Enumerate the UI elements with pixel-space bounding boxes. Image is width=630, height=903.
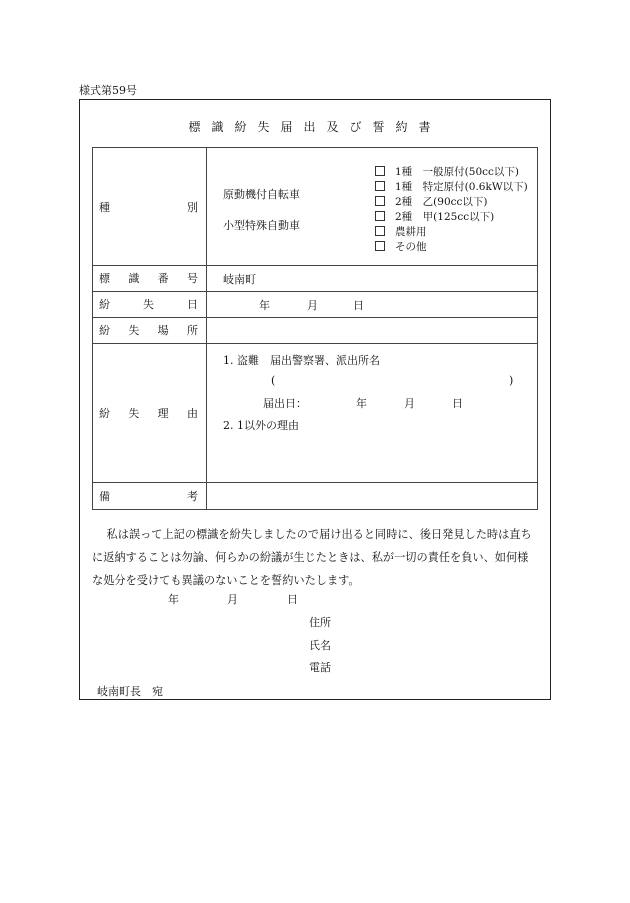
- label-loss-reason: 紛 失 理 由: [99, 406, 198, 420]
- loss-day: 日: [353, 299, 364, 312]
- label-type: 種 別: [99, 200, 198, 214]
- checkbox[interactable]: [375, 241, 385, 251]
- label-plate-number: 標 識 番 号: [99, 272, 198, 285]
- option-3[interactable]: 2種 乙(90cc以下): [375, 195, 528, 210]
- signature-name: 氏名: [309, 639, 331, 652]
- form-title: 標識紛失届出及び誓約書: [188, 120, 442, 134]
- pledge-month: 月: [227, 593, 238, 606]
- row-loss-reason: [93, 343, 537, 483]
- reason-item-1: 1. 盗難 届出警察署、派出所名: [223, 354, 380, 367]
- filed-day: 日: [452, 397, 463, 410]
- reason-item-2: 2. 1以外の理由: [223, 419, 299, 432]
- filed-date-label: 届出日：: [263, 397, 307, 410]
- paren-open: (: [271, 374, 276, 387]
- signature-phone: 電話: [309, 661, 331, 674]
- label-loss-date: 紛 失 日: [99, 298, 198, 311]
- pledge-day: 日: [287, 593, 298, 606]
- vehicle-special: 小型特殊自動車: [223, 219, 300, 232]
- paren-close: ): [509, 374, 514, 387]
- filed-year: 年: [356, 397, 367, 410]
- pledge-text: 私は誤って上記の標識を紛失しましたので届け出ると同時に、後日発見した時は直ちに返納することは勿論、何らかの紛議が生じたときは、私が一切の責任を負い、如何様な処分を受けても異議のないことを誓約いたします。: [92, 528, 532, 587]
- row-loss-date: [93, 291, 537, 318]
- checkbox[interactable]: [375, 166, 385, 176]
- checkbox[interactable]: [375, 226, 385, 236]
- vehicle-moped: 原動機付自転車: [223, 188, 300, 201]
- signature-address: 住所: [309, 616, 331, 629]
- option-1[interactable]: 1種 一般原付(50cc以下): [375, 165, 528, 180]
- row-plate-number: [93, 265, 537, 292]
- type-options: [375, 165, 528, 255]
- label-loss-place: 紛 失 場 所: [99, 324, 198, 337]
- loss-year: 年: [259, 299, 270, 312]
- option-2[interactable]: 1種 特定原付(0.6kW以下): [375, 180, 528, 195]
- form-table: [92, 147, 538, 510]
- checkbox[interactable]: [375, 181, 385, 191]
- option-6[interactable]: その他: [375, 240, 528, 255]
- row-remarks: [93, 482, 537, 509]
- addressee: 岐南町長 宛: [97, 685, 163, 698]
- option-5[interactable]: 農耕用: [375, 225, 528, 240]
- checkbox[interactable]: [375, 196, 385, 206]
- plate-value[interactable]: 岐南町: [223, 273, 256, 286]
- form-number: 様式第59号: [79, 84, 137, 97]
- row-loss-place: [93, 317, 537, 344]
- filed-month: 月: [404, 397, 415, 410]
- pledge-year: 年: [168, 593, 179, 606]
- option-4[interactable]: 2種 甲(125cc以下): [375, 210, 528, 225]
- checkbox[interactable]: [375, 211, 385, 221]
- row-type: [93, 148, 537, 266]
- label-remarks: 備 考: [99, 489, 198, 503]
- form-frame: [79, 99, 551, 700]
- loss-month: 月: [307, 299, 318, 312]
